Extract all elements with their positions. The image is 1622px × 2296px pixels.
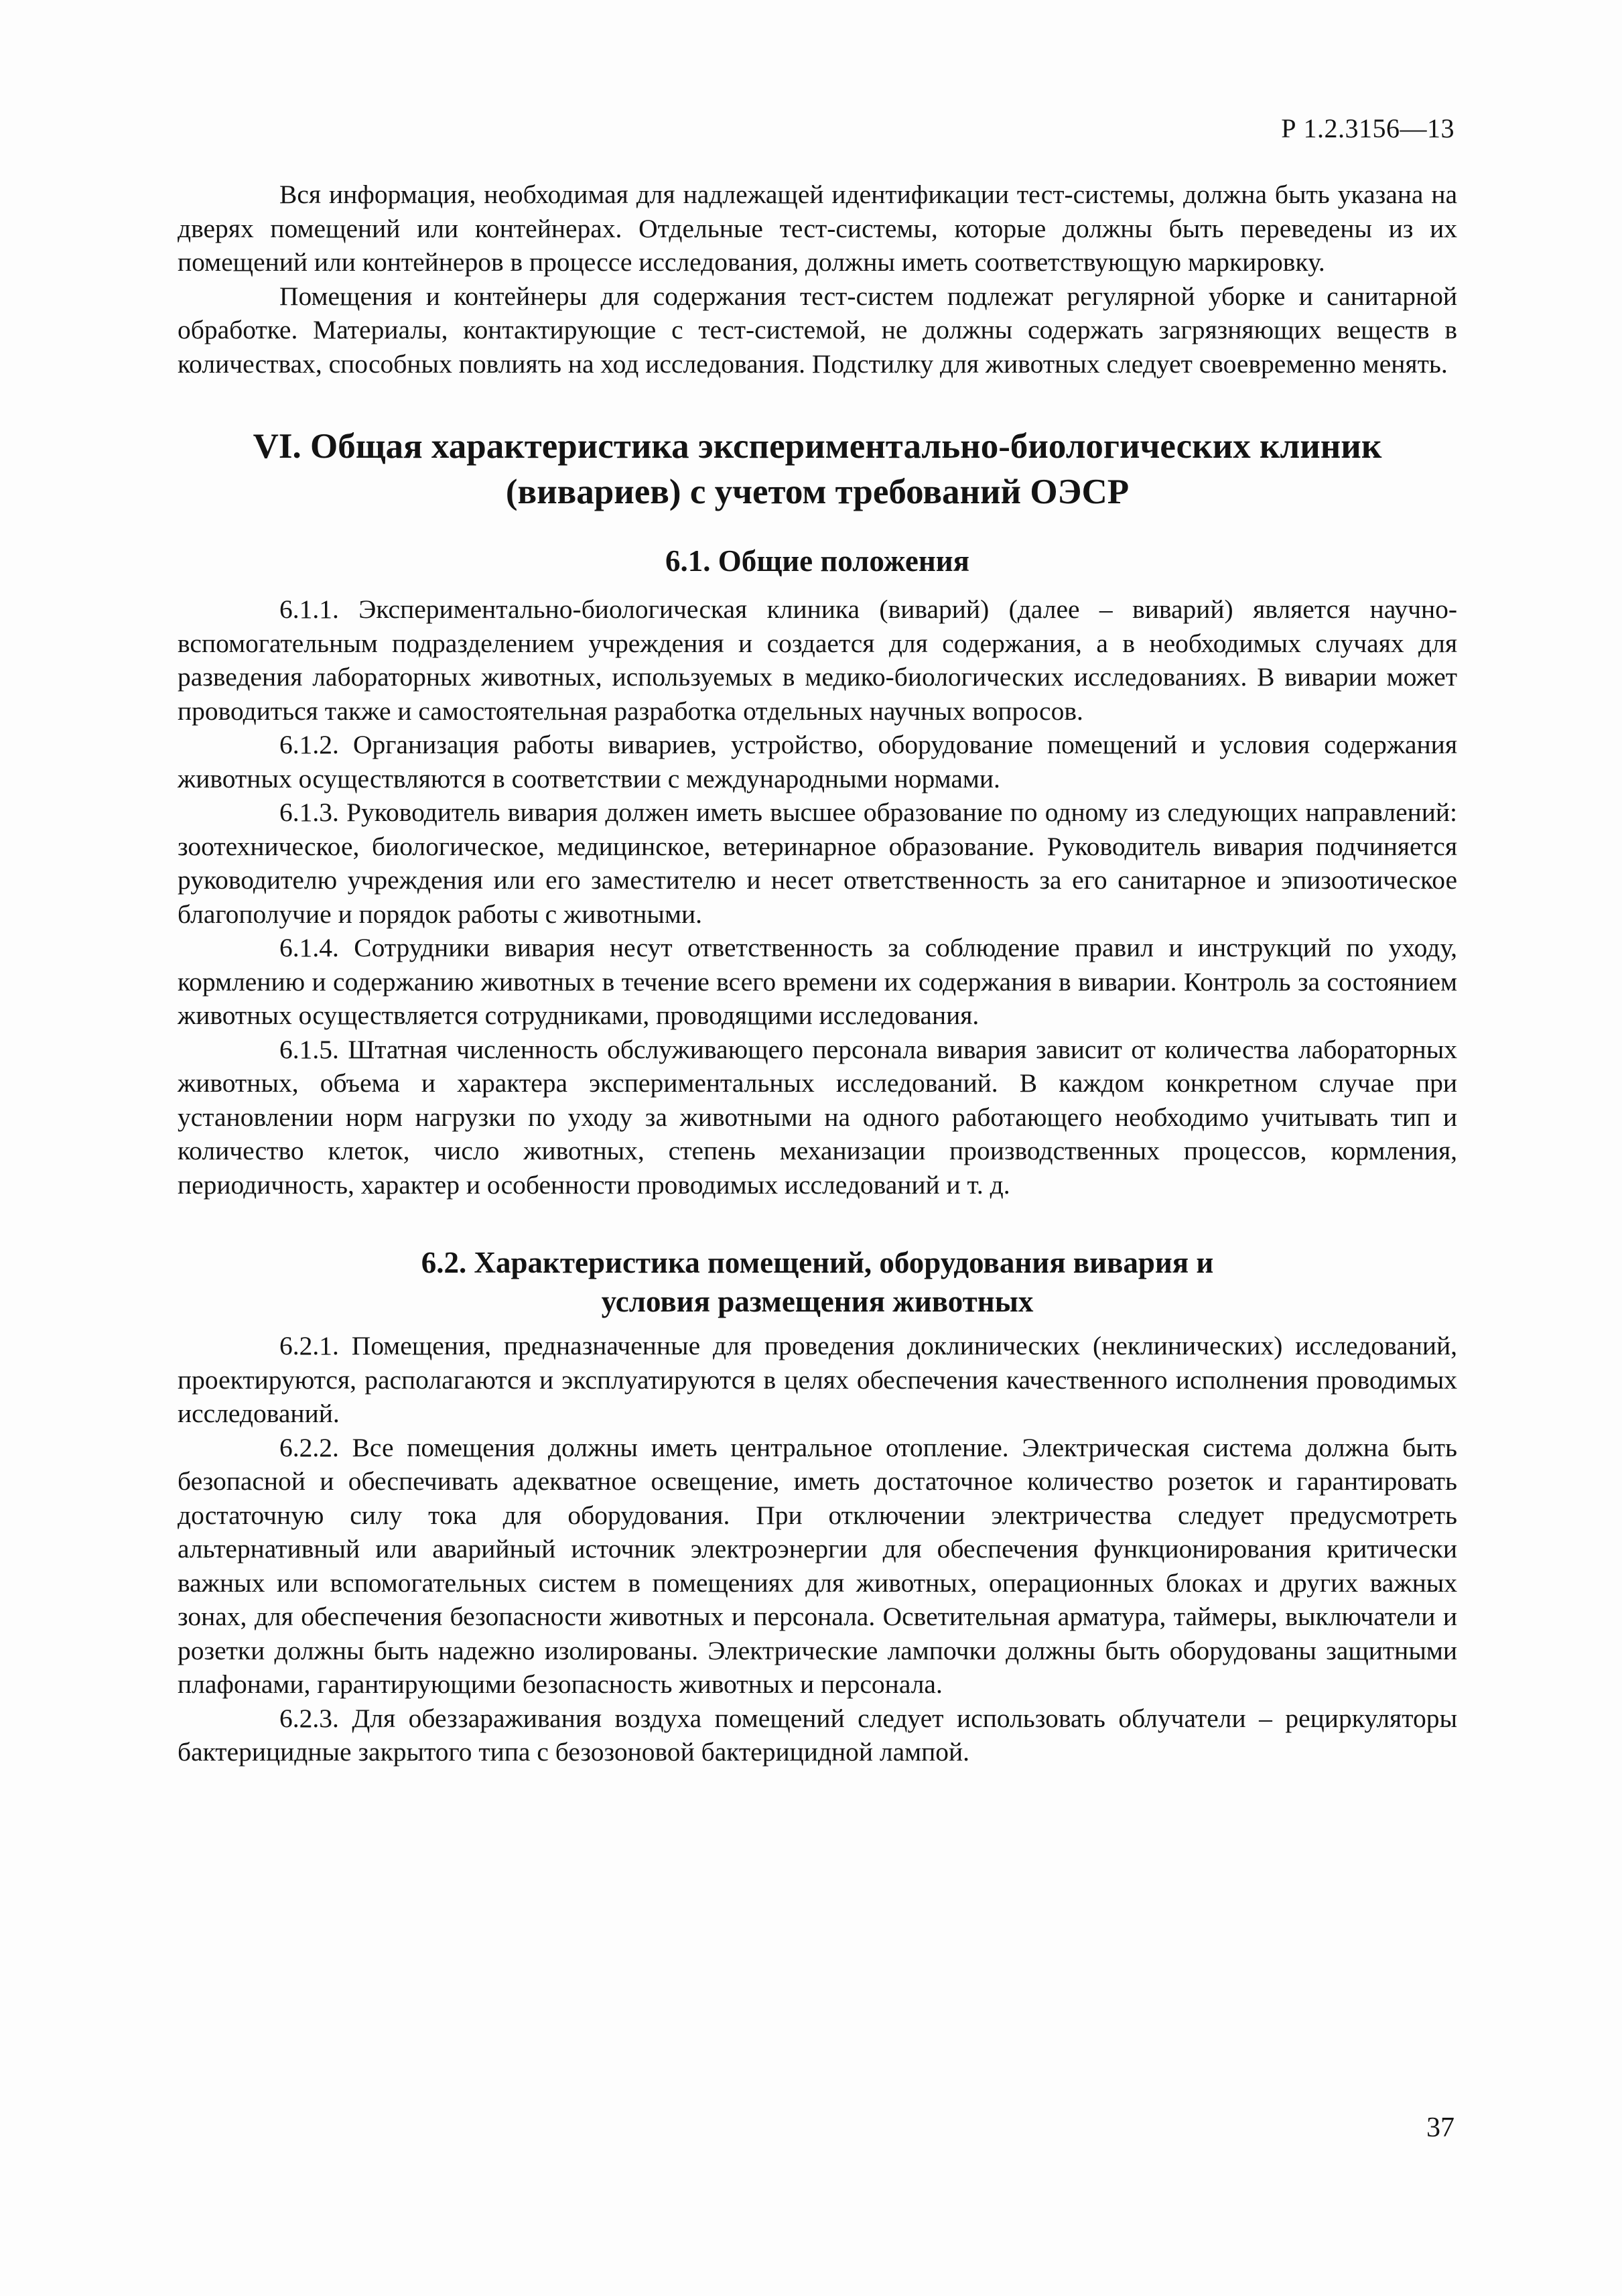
clause-6-1-1: 6.1.1. Экспериментально-биологическая клиника (виварий) (далее – виварий) является научно-вспомогательным подразделением учреждения и создается для содержания, а в необходимых случаях для разведения лабораторных животных, используемых в медико-биологических исследованиях. В виварии может проводиться также и самостоятельная разработка отдельных научных вопросов.	[178, 594, 1457, 726]
subsection-title-6-2-line-2: условия размещения животных	[601, 1285, 1034, 1318]
clause-6-2-1: 6.2.1. Помещения, предназначенные для проведения доклинических (неклинических) исследований, проектируются, располагаются и эксплуатируются в целях обеспечения качественного исполнения проводимых исследований.	[178, 1331, 1457, 1428]
clause-6-1-5: 6.1.5. Штатная численность обслуживающего персонала вивария зависит от количества лабораторных животных, объема и характера экспериментальных исследований. В каждом конкретном случае при установлении норм нагрузки по уходу за животными на одного работающего необходимо учитывать тип и количество клеток, число животных, степень механизации производственных процессов, кормления, периодичность, характер и особенности проводимых исследований и т. д.	[178, 1034, 1457, 1200]
subsection-title-6-1: 6.1. Общие положения	[665, 544, 970, 578]
clause-6-1-4: 6.1.4. Сотрудники вивария несут ответственность за соблюдение правил и инструкций по уходу, кормлению и содержанию животных в течение всего времени их содержания в виварии. Контроль за состоянием животных осуществляется сотрудниками, проводящими исследования.	[178, 933, 1457, 1030]
clause-6-1-3: 6.1.3. Руководитель вивария должен иметь высшее образование по одному из следующих направлений: зоотехническое, биологическое, медицинское, ветеринарное образование. Руководитель вивария подчиняется руководителю учреждения или его заместителю и несет ответственность за его санитарное и эпизоотическое благополучие и порядок работы с животными.	[178, 798, 1457, 929]
page-content	[178, 178, 1457, 1769]
document-code: Р 1.2.3156—13	[1281, 113, 1455, 143]
intro-paragraph-1: Вся информация, необходимая для надлежащей идентификации тест-системы, должна быть указана на дверях помещений или контейнерах. Отдельные тест-системы, которые должны быть переведены из их помещений или контейнеров в процессе исследования, должны иметь соответствующую маркировку.	[178, 180, 1457, 277]
section-title	[178, 424, 1457, 515]
subsection-title-6-2-line-1: 6.2. Характеристика помещений, оборудования вивария и	[421, 1246, 1214, 1279]
section-title-line-1: VI. Общая характеристика экспериментально-биологических клиник	[253, 427, 1382, 466]
clause-6-2-3: 6.2.3. Для обеззараживания воздуха помещений следует использовать облучатели – рециркуляторы бактерицидные закрытого типа с безозоновой бактерицидной лампой.	[178, 1703, 1457, 1767]
section-title-line-2: (вивариев) с учетом требований ОЭСР	[505, 472, 1130, 511]
subsection-title-6-2	[178, 1243, 1457, 1321]
clause-6-2-2: 6.2.2. Все помещения должны иметь центральное отопление. Электрическая система должна быть безопасной и обеспечивать адекватное освещение, иметь достаточное количество розеток и гарантировать достаточную силу тока для оборудования. При отключении электричества следует предусмотреть альтернативный или аварийный источник электроэнергии для обеспечения функционирования критически важных или вспомогательных систем в помещениях для животных, операционных блоках и других важных зонах, для обеспечения безопасности животных и персонала. Осветительная арматура, таймеры, выключатели и розетки должны быть надежно изолированы. Электрические лампочки должны быть оборудованы защитными плафонами, гарантирующими безопасность животных и персонала.	[178, 1432, 1457, 1699]
intro-paragraph-2: Помещения и контейнеры для содержания тест-систем подлежат регулярной уборке и санитарной обработке. Материалы, контактирующие с тест-системой, не должны содержать загрязняющих веществ в количествах, способных повлиять на ход исследования. Подстилку для животных следует своевременно менять.	[178, 281, 1457, 379]
page-number: 37	[1426, 2112, 1455, 2143]
clause-6-1-2: 6.1.2. Организация работы вивариев, устройство, оборудование помещений и условия содержания животных осуществляются в соответствии с международными нормами.	[178, 730, 1457, 793]
